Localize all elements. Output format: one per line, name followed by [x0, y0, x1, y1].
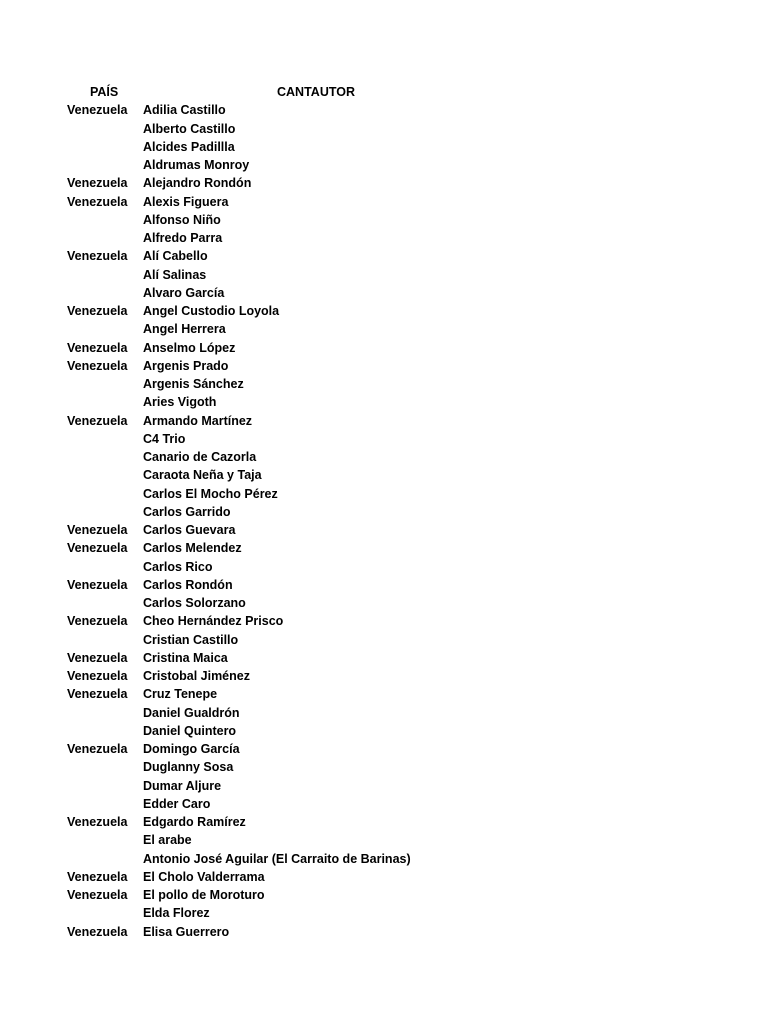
- cantautor-cell: Alberto Castillo: [143, 121, 236, 136]
- table-row: [0, 101, 768, 119]
- table-row: [0, 266, 768, 284]
- cantautor-cell: Anselmo López: [143, 340, 236, 355]
- pais-cell: Venezuela: [67, 687, 128, 702]
- table-row: [0, 740, 768, 758]
- cantautor-cell: Carlos Rico: [143, 559, 213, 574]
- cantautor-cell: Elda Florez: [143, 906, 210, 921]
- cantautor-cell: Angel Herrera: [143, 322, 226, 337]
- cantautor-cell: Angel Custodio Loyola: [143, 304, 280, 318]
- cantautor-cell: Carlos El Mocho Pérez: [143, 486, 278, 501]
- table-row: [0, 777, 768, 795]
- cantautor-cell: Carlos Rondón: [143, 577, 233, 592]
- cantautor-cell: Argenis Prado: [143, 358, 229, 373]
- table-row: [0, 904, 768, 922]
- cantautor-cell: Elisa Guerrero: [143, 924, 230, 939]
- table-row: [0, 795, 768, 813]
- table-row: [0, 357, 768, 375]
- cantautor-cell: Duglanny Sosa: [143, 760, 234, 775]
- cantautor-cell: Alí Salinas: [143, 267, 207, 282]
- table-row: [0, 576, 768, 594]
- table-row: [0, 193, 768, 211]
- pais-cell: Venezuela: [67, 541, 128, 556]
- table-row: [0, 886, 768, 904]
- pais-cell: Venezuela: [67, 523, 128, 537]
- table-row: [0, 247, 768, 265]
- pais-cell: Venezuela: [67, 176, 128, 191]
- table-row: [0, 430, 768, 448]
- pais-cell: Venezuela: [67, 194, 128, 209]
- cantautor-cell: El Cholo Valderrama: [143, 869, 265, 884]
- table-row: [0, 612, 768, 630]
- cantautor-cell: Cheo Hernández Prisco: [143, 614, 284, 629]
- cantautor-cell: Domingo García: [143, 742, 240, 756]
- column-header-cantautor: CANTAUTOR: [277, 85, 356, 99]
- cantautor-cell: Argenis Sánchez: [143, 377, 244, 391]
- cantautor-cell: Aries Vigoth: [143, 395, 217, 410]
- table-row: [0, 923, 768, 941]
- table-row: [0, 412, 768, 430]
- table-row: [0, 631, 768, 649]
- table-row: [0, 813, 768, 831]
- pais-cell: Venezuela: [67, 669, 128, 683]
- pais-cell: Venezuela: [67, 577, 128, 592]
- pais-cell: Venezuela: [67, 413, 128, 428]
- table-row: [0, 704, 768, 722]
- cantautor-cell: Alí Cabello: [143, 249, 208, 264]
- cantautor-cell: Alejandro Rondón: [143, 176, 252, 191]
- cantautor-cell: Adilia Castillo: [143, 103, 226, 118]
- column-header-pais: PAÍS: [90, 85, 119, 99]
- cantautor-cell: Armando Martínez: [143, 413, 253, 428]
- table-row: [0, 339, 768, 357]
- table-row: [0, 156, 768, 174]
- cantautor-cell: Alfredo Parra: [143, 231, 223, 245]
- table-row: [0, 722, 768, 740]
- header-row: [0, 83, 768, 101]
- cantautor-cell: Dumar Aljure: [143, 778, 222, 793]
- cantautor-cell: El arabe: [143, 833, 192, 848]
- table-row: [0, 174, 768, 192]
- cantautor-cell: Cristian Castillo: [143, 632, 239, 647]
- cantautor-cell: Canario de Cazorla: [143, 450, 257, 464]
- pais-cell: Venezuela: [67, 249, 128, 264]
- pais-cell: Venezuela: [67, 924, 128, 939]
- table-row: [0, 539, 768, 557]
- table-row: [0, 868, 768, 886]
- table-body: [0, 101, 768, 941]
- table-row: [0, 649, 768, 667]
- cantautor-cell: Carlos Garrido: [143, 504, 231, 519]
- table-row: [0, 138, 768, 156]
- table-row: [0, 375, 768, 393]
- cantautor-cell: Carlos Guevara: [143, 523, 236, 537]
- cantautor-cell: Daniel Quintero: [143, 723, 237, 738]
- table-row: [0, 302, 768, 320]
- cantautor-cell: Carlos Melendez: [143, 541, 242, 556]
- table-row: [0, 831, 768, 849]
- cantautor-cell: El pollo de Moroturo: [143, 888, 265, 902]
- table-row: [0, 594, 768, 612]
- table-row: [0, 284, 768, 302]
- cantautor-cell: Cristobal Jiménez: [143, 669, 250, 683]
- cantautor-cell: Caraota Neña y Taja: [143, 468, 262, 483]
- cantautor-cell: Antonio José Aguilar (El Carraito de Barinas): [143, 851, 411, 866]
- table-row: [0, 758, 768, 776]
- table-row: [0, 229, 768, 247]
- table-row: [0, 503, 768, 521]
- table-row: [0, 485, 768, 503]
- cantautor-cell: Edgardo Ramírez: [143, 815, 246, 829]
- cantautor-cell: Cruz Tenepe: [143, 687, 218, 702]
- cantautor-cell: Carlos Solorzano: [143, 596, 246, 610]
- cantautor-cell: Aldrumas Monroy: [143, 158, 250, 172]
- cantautor-cell: Alexis Figuera: [143, 194, 229, 209]
- pais-cell: Venezuela: [67, 340, 128, 355]
- cantautor-cell: Daniel Gualdrón: [143, 705, 240, 720]
- cantautor-cell: Edder Caro: [143, 796, 211, 811]
- spreadsheet-table: [0, 83, 768, 941]
- pais-cell: Venezuela: [67, 304, 128, 318]
- pais-cell: Venezuela: [67, 742, 128, 756]
- table-row: [0, 850, 768, 868]
- table-row: [0, 521, 768, 539]
- cantautor-cell: Alcides Padillla: [143, 139, 235, 154]
- table-row: [0, 685, 768, 703]
- cantautor-cell: Alvaro García: [143, 285, 225, 300]
- cantautor-cell: Cristina Maica: [143, 650, 228, 665]
- table-row: [0, 393, 768, 411]
- pais-cell: Venezuela: [67, 650, 128, 665]
- pais-cell: Venezuela: [67, 888, 128, 902]
- table-row: [0, 448, 768, 466]
- table-row: [0, 320, 768, 338]
- pais-cell: Venezuela: [67, 869, 128, 884]
- cantautor-cell: C4 Trio: [143, 431, 186, 446]
- table-row: [0, 466, 768, 484]
- cantautor-cell: Alfonso Niño: [143, 212, 221, 227]
- pais-cell: Venezuela: [67, 103, 128, 118]
- pais-cell: Venezuela: [67, 614, 128, 629]
- table-row: [0, 120, 768, 138]
- pais-cell: Venezuela: [67, 358, 128, 373]
- pais-cell: Venezuela: [67, 815, 128, 829]
- table-row: [0, 211, 768, 229]
- table-row: [0, 667, 768, 685]
- table-row: [0, 558, 768, 576]
